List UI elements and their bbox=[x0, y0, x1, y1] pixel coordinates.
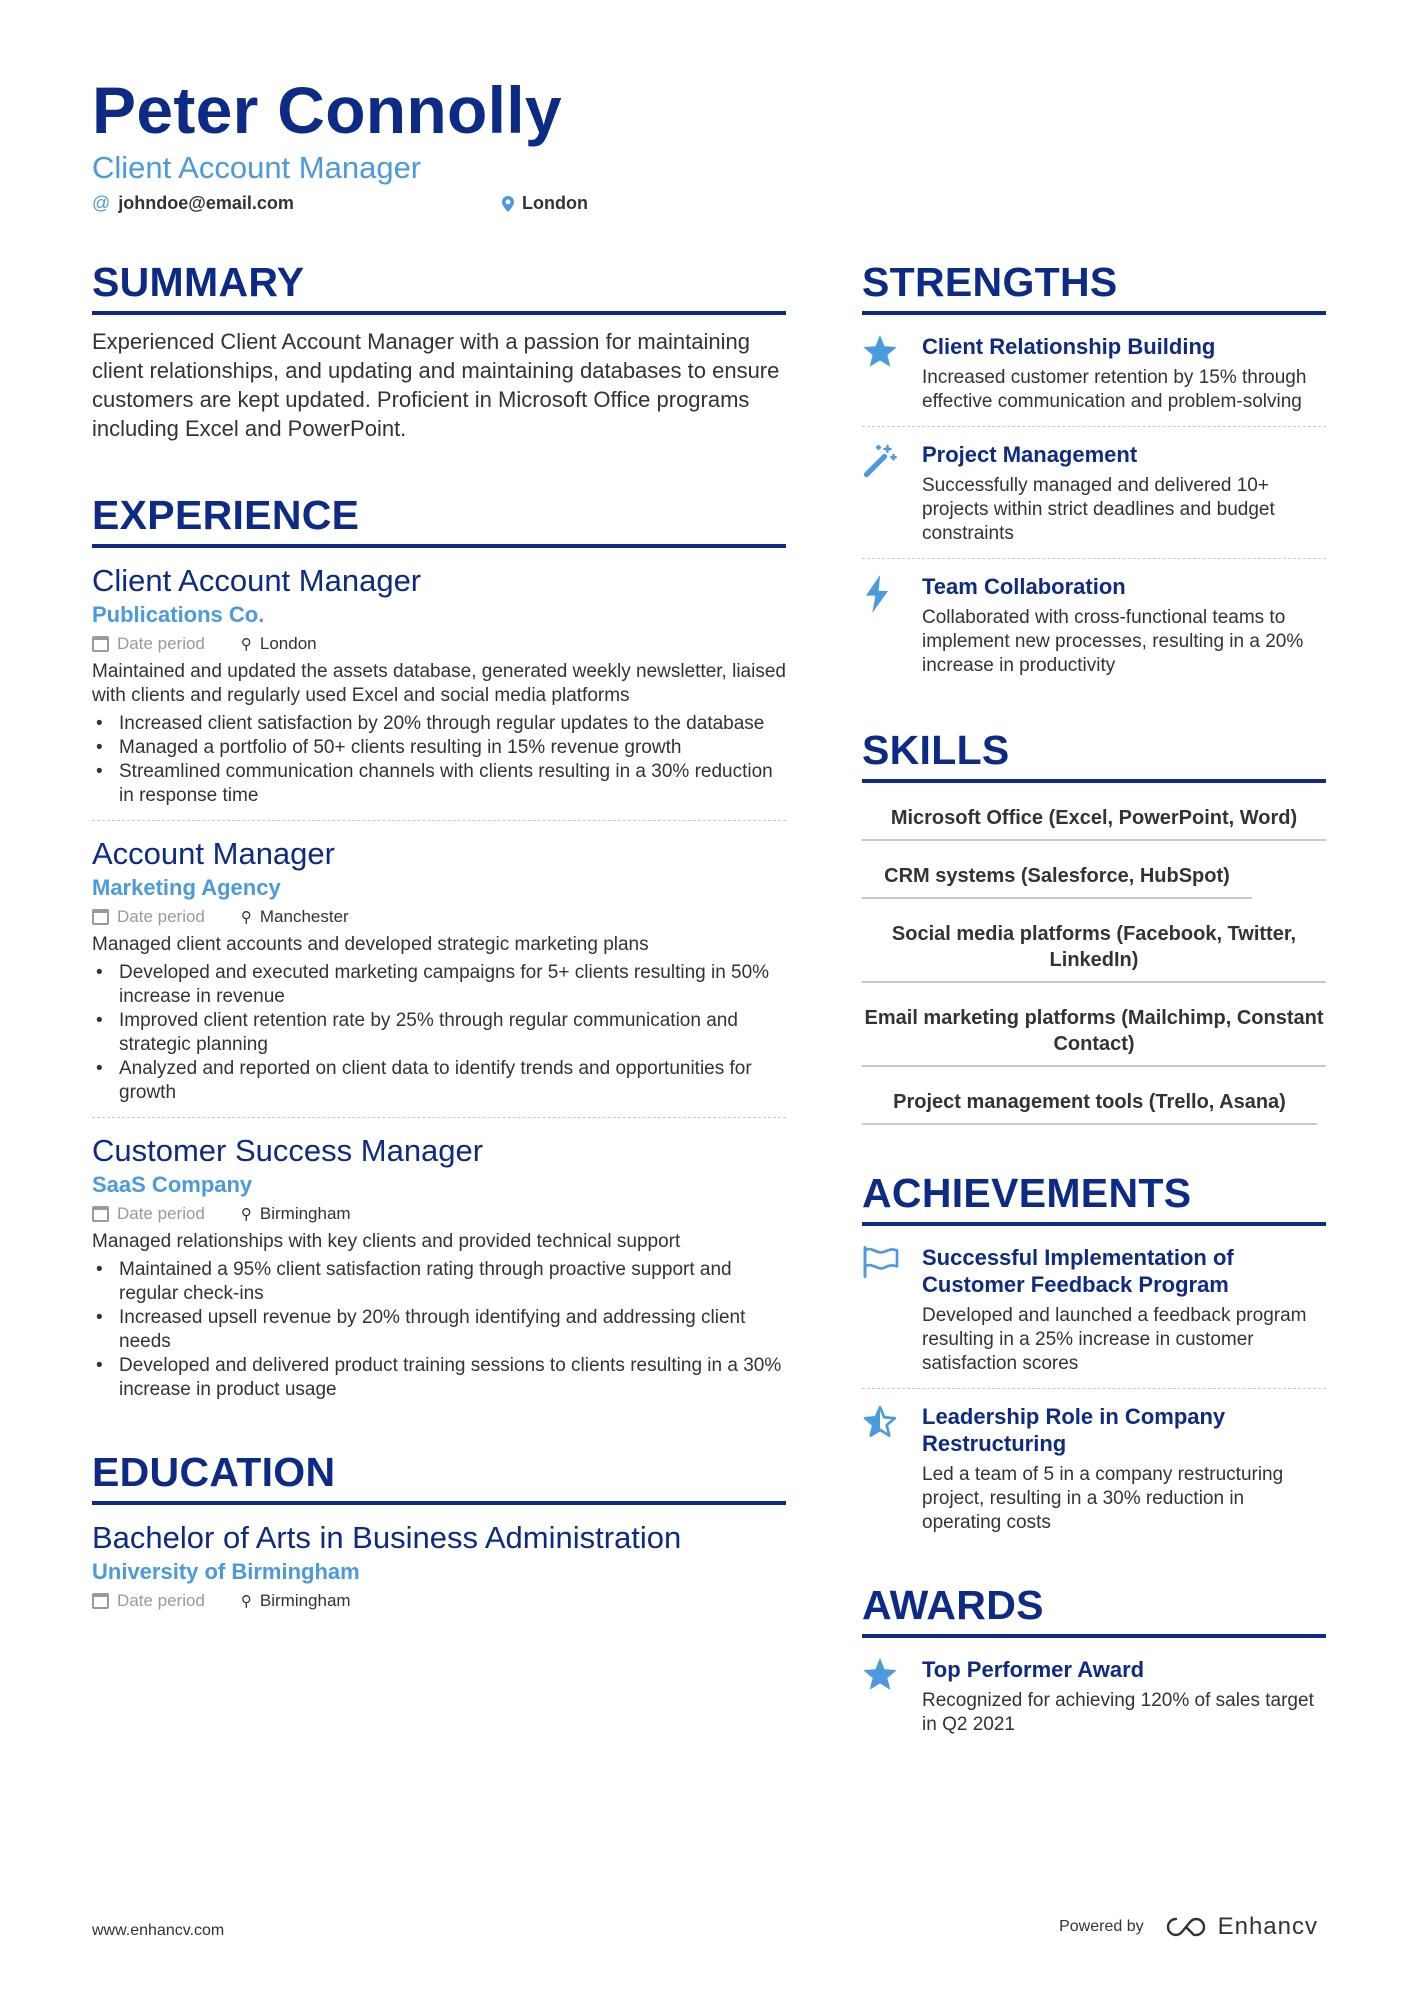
skill-item: CRM systems (Salesforce, HubSpot) bbox=[862, 855, 1252, 899]
award-title: Top Performer Award bbox=[922, 1657, 1145, 1682]
achievement-title: Successful Implementation of Customer Feedback Program bbox=[922, 1245, 1234, 1297]
flag-icon bbox=[862, 1246, 900, 1278]
summary-section bbox=[92, 259, 786, 443]
job-bullet: • Streamlined communication channels with clients resulting in a 30% reduction in response time bbox=[92, 760, 786, 808]
job-bullet: • Improved client retention rate by 25% through regular communication and strategic planning bbox=[92, 1009, 786, 1057]
school-name: University of Birmingham bbox=[92, 1559, 360, 1584]
education-date: Date period bbox=[117, 1591, 205, 1610]
star-outline-icon bbox=[862, 1405, 898, 1439]
strength-description: Collaborated with cross-functional teams to implement new processes, resulting in a 20% increase in productivity bbox=[922, 607, 1304, 676]
job-bullet: • Increased client satisfaction by 20% through regular updates to the database bbox=[92, 712, 786, 736]
achievement-item bbox=[862, 1230, 1326, 1388]
contact-email[interactable] bbox=[92, 193, 294, 214]
strength-title: Project Management bbox=[922, 442, 1138, 467]
achievements-section bbox=[862, 1170, 1326, 1547]
job-meta bbox=[92, 634, 786, 654]
job-bullet: • Developed and executed marketing campaigns for 5+ clients resulting in 50% increase in revenue bbox=[92, 961, 786, 1009]
job-description: Managed relationships with key clients and provided technical support bbox=[92, 1231, 681, 1252]
job-company: SaaS Company bbox=[92, 1172, 253, 1197]
candidate-name: Peter Connolly bbox=[92, 73, 562, 147]
lightning-icon bbox=[862, 575, 892, 613]
job-date: Date period bbox=[117, 1204, 205, 1223]
awards-heading: AWARDS bbox=[862, 1585, 1326, 1638]
skills-heading: SKILLS bbox=[862, 730, 1326, 783]
achievement-description: Led a team of 5 in a company restructuring project, resulting in a 30% reduction in operating costs bbox=[922, 1464, 1284, 1533]
summary-text: Experienced Client Account Manager with a passion for maintaining client relationships, and updating and maintaining databases to ensure customers are kept updated. Proficient in Microsoft Office programs including Excel and PowerPoint. bbox=[92, 329, 780, 441]
location-pin-icon: ⚲ bbox=[240, 636, 252, 653]
enhancv-logo-icon bbox=[1164, 1915, 1210, 1939]
job-bullets bbox=[92, 712, 786, 808]
left-column bbox=[92, 259, 786, 1611]
job-meta bbox=[92, 1204, 786, 1224]
job-description: Managed client accounts and developed strategic marketing plans bbox=[92, 934, 649, 955]
powered-by-label: Powered by bbox=[1059, 1918, 1144, 1935]
contact-location bbox=[502, 193, 588, 214]
job-meta bbox=[92, 907, 786, 927]
email-text: johndoe@email.com bbox=[118, 193, 294, 213]
strength-item bbox=[862, 319, 1326, 426]
star-icon bbox=[862, 335, 898, 369]
strength-description: Successfully managed and delivered 10+ projects within strict deadlines and budget constraints bbox=[922, 475, 1275, 544]
skill-item: Social media platforms (Facebook, Twitter, LinkedIn) bbox=[862, 913, 1326, 983]
website-link[interactable]: www.enhancv.com bbox=[92, 1922, 225, 1939]
strengths-section bbox=[862, 259, 1326, 690]
job-date: Date period bbox=[117, 907, 205, 926]
location-text: London bbox=[522, 193, 588, 213]
job-title: Client Account Manager bbox=[92, 563, 422, 598]
achievements-heading: ACHIEVEMENTS bbox=[862, 1173, 1326, 1226]
strengths-heading: STRENGTHS bbox=[862, 262, 1326, 315]
candidate-title: Client Account Manager bbox=[92, 150, 422, 185]
awards-section bbox=[862, 1582, 1326, 1749]
skills-section bbox=[862, 727, 1326, 1125]
calendar-icon bbox=[92, 909, 109, 925]
magic-wand-icon bbox=[862, 443, 898, 479]
education-heading: EDUCATION bbox=[92, 1452, 786, 1505]
brand-logo[interactable] bbox=[1164, 1913, 1318, 1941]
location-pin-icon: ⚲ bbox=[240, 1593, 252, 1610]
strength-item bbox=[862, 558, 1326, 690]
award-item bbox=[862, 1642, 1326, 1749]
job-location: London bbox=[259, 634, 317, 653]
achievement-item bbox=[862, 1388, 1326, 1547]
summary-heading: SUMMARY bbox=[92, 262, 786, 315]
job-description: Maintained and updated the assets database, generated weekly newsletter, liaised with clients and regularly used Excel and social media platforms bbox=[92, 661, 786, 706]
job-bullet: • Analyzed and reported on client data to identify trends and opportunities for growth bbox=[92, 1057, 786, 1105]
strength-title: Team Collaboration bbox=[922, 574, 1126, 599]
job-bullets bbox=[92, 1258, 786, 1402]
right-column bbox=[862, 259, 1326, 1749]
strength-description: Increased customer retention by 15% through effective communication and problem-solving bbox=[922, 367, 1307, 412]
experience-entry bbox=[92, 820, 786, 1117]
star-icon bbox=[862, 1658, 898, 1692]
at-icon: @ bbox=[92, 193, 111, 213]
skill-item: Email marketing platforms (Mailchimp, Constant Contact) bbox=[862, 997, 1326, 1067]
experience-entry bbox=[92, 1117, 786, 1414]
strength-item bbox=[862, 426, 1326, 558]
education-location: Birmingham bbox=[259, 1591, 351, 1610]
job-bullet: • Increased upsell revenue by 20% through identifying and addressing client needs bbox=[92, 1306, 786, 1354]
job-date: Date period bbox=[117, 634, 205, 653]
award-description: Recognized for achieving 120% of sales target in Q2 2021 bbox=[922, 1690, 1314, 1735]
job-bullet: • Maintained a 95% client satisfaction rating through proactive support and regular check-ins bbox=[92, 1258, 786, 1306]
education-section bbox=[92, 1449, 786, 1611]
experience-heading: EXPERIENCE bbox=[92, 495, 786, 548]
degree-title: Bachelor of Arts in Business Administration bbox=[92, 1520, 682, 1555]
calendar-icon bbox=[92, 1206, 109, 1222]
location-pin-icon bbox=[502, 196, 514, 212]
location-pin-icon: ⚲ bbox=[240, 909, 252, 926]
job-location: Manchester bbox=[259, 907, 349, 926]
brand-name: Enhancv bbox=[1217, 1913, 1318, 1940]
job-bullet: • Managed a portfolio of 50+ clients resulting in 15% revenue growth bbox=[92, 736, 786, 760]
education-meta bbox=[92, 1591, 786, 1611]
skill-item: Microsoft Office (Excel, PowerPoint, Word) bbox=[862, 797, 1326, 841]
calendar-icon bbox=[92, 1593, 109, 1609]
location-pin-icon: ⚲ bbox=[240, 1206, 252, 1223]
job-company: Marketing Agency bbox=[92, 875, 281, 900]
job-title: Customer Success Manager bbox=[92, 1133, 484, 1168]
calendar-icon bbox=[92, 636, 109, 652]
achievement-description: Developed and launched a feedback program resulting in a 25% increase in customer satisfaction scores bbox=[922, 1305, 1307, 1374]
job-bullets bbox=[92, 961, 786, 1105]
skill-item: Project management tools (Trello, Asana) bbox=[862, 1081, 1317, 1125]
strength-title: Client Relationship Building bbox=[922, 334, 1216, 359]
job-bullet: • Developed and delivered product training sessions to clients resulting in a 30% increase in product usage bbox=[92, 1354, 786, 1402]
job-location: Birmingham bbox=[259, 1204, 351, 1223]
achievement-title: Leadership Role in Company Restructuring bbox=[922, 1404, 1226, 1456]
footer-branding bbox=[1059, 1913, 1318, 1941]
experience-entry bbox=[92, 562, 786, 820]
job-company: Publications Co. bbox=[92, 602, 265, 627]
job-title: Account Manager bbox=[92, 836, 335, 871]
experience-section bbox=[92, 492, 786, 1414]
